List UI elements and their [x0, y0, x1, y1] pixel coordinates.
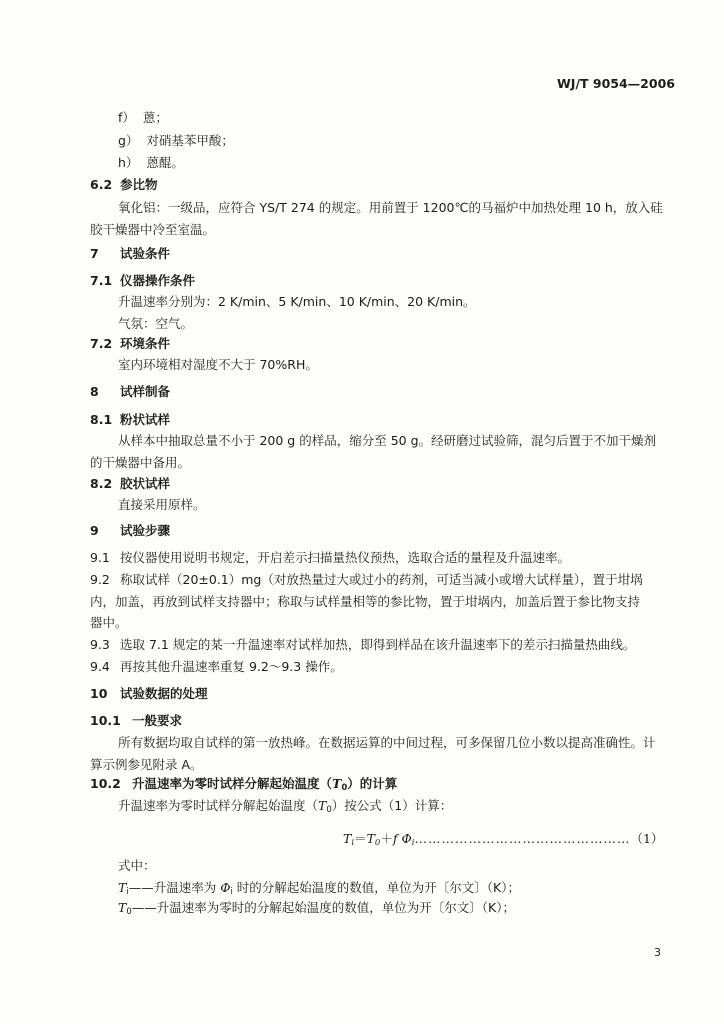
paragraph-line: 从样本中抽取总量不小于 200 g 的样品，缩分至 50 g。经研磨过试验筛，混匀后置于不加干燥剂 — [118, 433, 657, 448]
paragraph-line: 氧化铝：一级品，应符合 YS/T 274 的规定。用前置于 1200℃的马福炉中加热处理 10 h，放入硅 — [118, 200, 663, 215]
list-item: g） 对硝基苯甲酸； — [118, 133, 234, 148]
paragraph-line: 胶干燥器中冷至室温。 — [90, 222, 216, 237]
clause-9-4: 9.4 再按其他升温速率重复 9.2～9.3 操作。 — [90, 659, 343, 674]
section-heading-10-2: 10.2 升温速率为零时试样分解起始温度$(T_0)$的计算 — [90, 776, 398, 793]
where-label: 式中： — [118, 858, 156, 873]
section-heading-8-1: 8.1 粉状试样 — [90, 412, 171, 427]
formula-number: （1） — [630, 831, 664, 846]
paragraph-line: 所有数据均取自试样的第一放热峰。在数据运算的中间过程，可多保留几位小数以提高准确性。计 — [118, 735, 656, 750]
page-number: 3 — [654, 946, 661, 959]
paragraph-line: 室内环境相对湿度不大于 70%RH。 — [118, 357, 318, 372]
variable-definition: $T_0——$升温速率为零时的分解起始温度的数值，单位为开〔尔文〕（K）； — [118, 900, 515, 917]
formula-1: $T_i=T_0+f$ $\Phi_i\dots\dots\dots\dots\dots\dots\dots\dots\dots\dots\dots\dots\dots\dots\dots\dots(1)$ — [343, 831, 664, 848]
clause-9-1: 9.1 按仪器使用说明书规定，开启差示扫描量热仪预热，选取合适的量程及升温速率。 — [90, 550, 571, 565]
paragraph-line: 内，加盖，再放到试样支持器中；称取与试样量相等的参比物，置于坩埚内，加盖后置于参比物支持 — [90, 594, 641, 609]
section-heading-8-2: 8.2 胶状试样 — [90, 476, 171, 491]
section-heading-8: 8 试样制备 — [90, 384, 171, 399]
paragraph-line: 气氛：空气。 — [118, 316, 194, 331]
section-heading-6-2: 6.2 参比物 — [90, 177, 158, 192]
variable-definition: $T_i——$升温速率为 $\Phi_i$ 时的分解起始温度的数值，单位为开〔尔文〕（K）； — [118, 880, 520, 897]
paragraph-line: 的干燥器中备用。 — [90, 455, 191, 470]
clause-9-3: 9.3 选取 7.1 规定的某一升温速率对试样加热，即得到样品在该升温速率下的差示扫描量热曲线。 — [90, 637, 636, 652]
list-item: h） 蒽醌。 — [118, 155, 184, 170]
paragraph-line: 器中。 — [90, 615, 128, 630]
list-item: f） 蒽； — [118, 110, 168, 125]
section-heading-7-2: 7.2 环境条件 — [90, 336, 171, 351]
paragraph-line: 算示例参见附录 A。 — [90, 757, 203, 772]
section-heading-9: 9 试验步骤 — [90, 523, 171, 538]
section-heading-10-1: 10.1 一般要求 — [90, 713, 183, 728]
paragraph-line: 直接采用原样。 — [118, 497, 206, 512]
section-heading-10: 10 试验数据的处理 — [90, 686, 208, 701]
paragraph-line: 升温速率为零时试样分解起始温度$(T_0)$按公式（1）计算： — [118, 798, 453, 815]
section-heading-7-1: 7.1 仪器操作条件 — [90, 273, 196, 288]
standard-code: WJ/T 9054—2006 — [557, 76, 675, 91]
clause-9-2: 9.2 称取试样（20±0.1）mg（对放热量过大或过小的药剂，可适当减小或增大试样量），置于坩埚 — [90, 572, 643, 587]
paragraph-line: 升温速率分别为：2 K/min、5 K/min、10 K/min、20 K/min。 — [118, 294, 476, 309]
section-heading-7: 7 试验条件 — [90, 246, 171, 261]
